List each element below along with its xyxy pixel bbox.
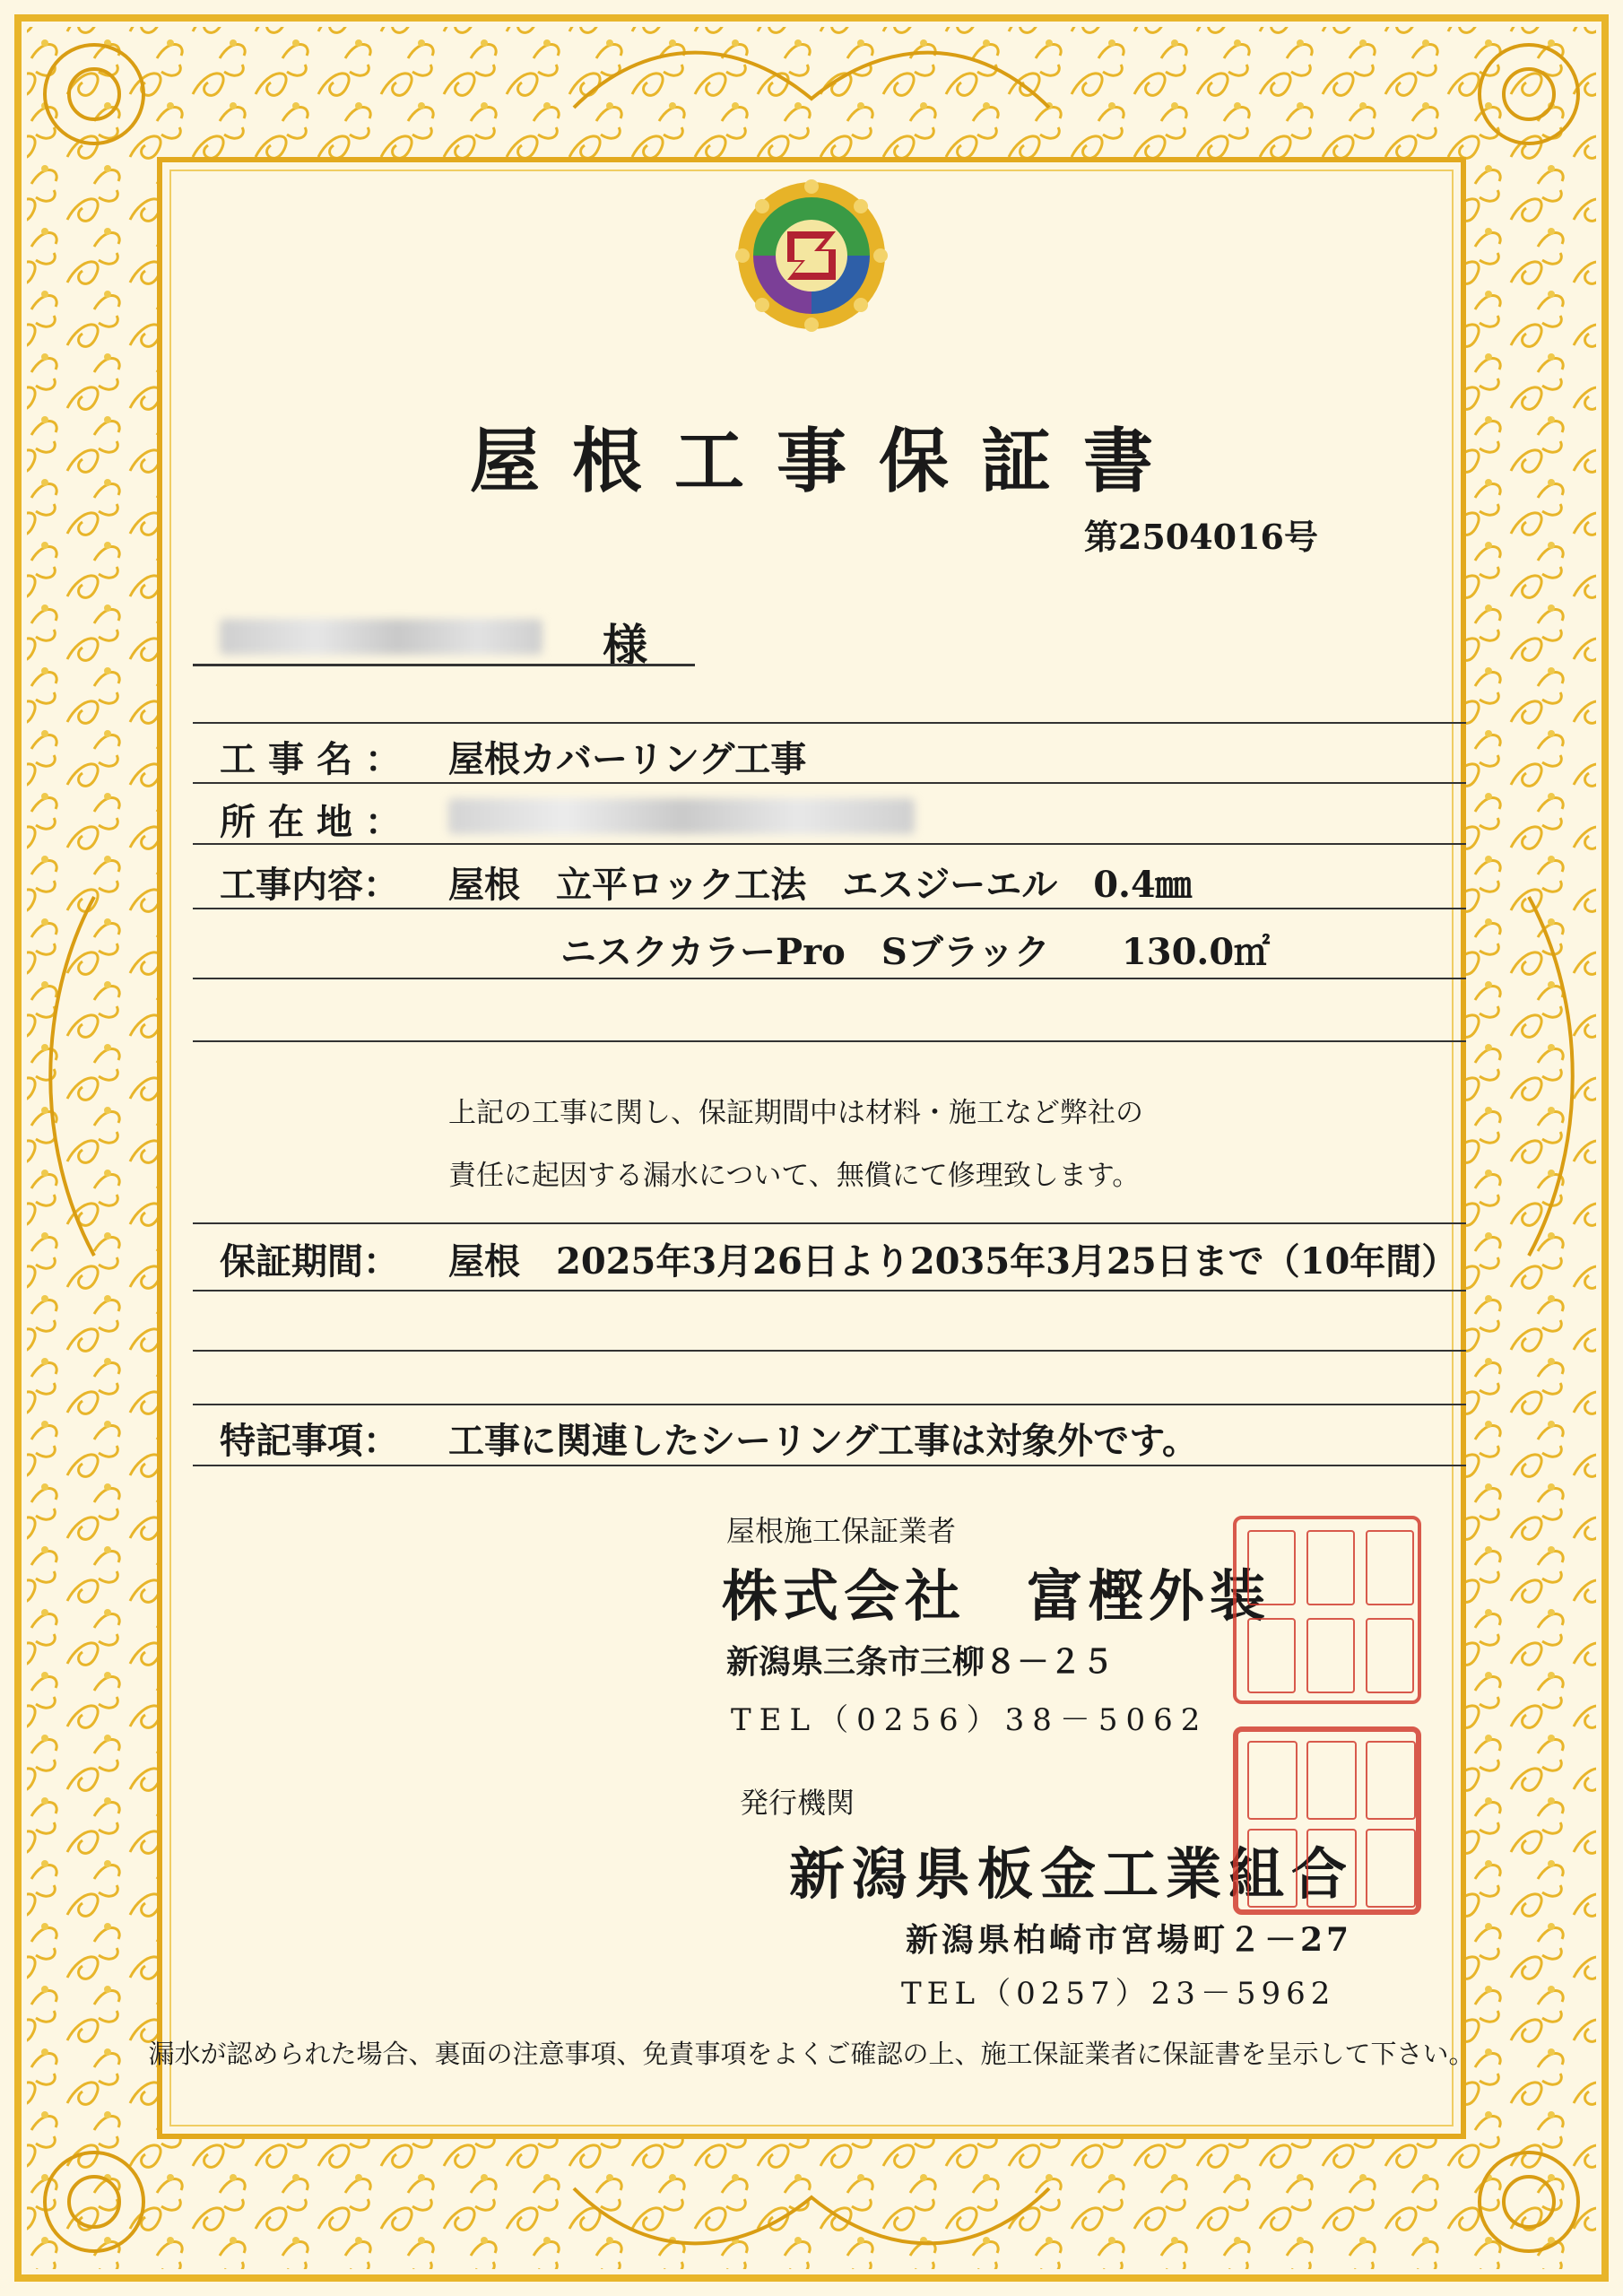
contractor-name: 株式会社 富樫外装 bbox=[722, 1563, 1271, 1629]
rule-line bbox=[193, 782, 1466, 784]
contractor-tel: TEL（0256）38－5062 bbox=[731, 1702, 1209, 1738]
location-label: 所在地： bbox=[220, 801, 413, 843]
work-content-label: 工事内容： bbox=[220, 864, 399, 906]
statement-line2: 責任に起因する漏水について、無償にて修理致します。 bbox=[448, 1160, 1141, 1192]
rule-line bbox=[193, 1404, 1466, 1405]
issuer-role: 発行機関 bbox=[740, 1786, 855, 1820]
location-value-redacted bbox=[448, 798, 915, 834]
contractor-role: 屋根施工保証業者 bbox=[726, 1514, 957, 1548]
issuer-association-seal bbox=[1233, 1726, 1421, 1915]
warranty-period-label: 保証期間： bbox=[220, 1240, 399, 1283]
rule-line bbox=[193, 978, 1466, 979]
issuer-address: 新潟県柏崎市宮場町２－27 bbox=[906, 1921, 1353, 1959]
recipient-name-redacted bbox=[220, 619, 542, 655]
work-name-label: 工事名： bbox=[220, 738, 413, 780]
warranty-period-value: 屋根 2025年3月26日より2035年3月25日まで（10年間） bbox=[448, 1240, 1458, 1283]
rule-line bbox=[193, 1290, 1466, 1292]
recipient-honorific: 様 bbox=[603, 619, 647, 672]
special-notes-value: 工事に関連したシーリング工事は対象外です。 bbox=[448, 1420, 1198, 1462]
work-content-line1: 屋根 立平ロック工法 エスジーエル 0.4㎜ bbox=[448, 864, 1192, 906]
recipient-underline bbox=[193, 664, 695, 666]
issuer-tel: TEL（0257）23－5962 bbox=[901, 1976, 1336, 2012]
rule-line bbox=[193, 1350, 1466, 1352]
work-content-line2: ニスクカラーPro Sブラック 130.0㎡ bbox=[560, 931, 1271, 973]
rule-line bbox=[193, 908, 1466, 909]
rule-line bbox=[193, 843, 1466, 845]
contractor-address: 新潟県三条市三柳８－２５ bbox=[726, 1643, 1115, 1681]
document-title: 屋根工事保証書 bbox=[469, 421, 1185, 502]
rule-line bbox=[193, 1222, 1466, 1224]
rule-line bbox=[193, 1040, 1466, 1042]
issuer-name: 新潟県板金工業組合 bbox=[789, 1841, 1355, 1907]
association-emblem-logo bbox=[735, 179, 888, 332]
footer-note: 漏水が認められた場合、裏面の注意事項、免責事項をよくご確認の上、施工保証業者に保証書を呈示して下さい。 bbox=[148, 2039, 1475, 2069]
work-name-value: 屋根カバーリング工事 bbox=[448, 738, 807, 780]
certificate-number: 第2504016号 bbox=[1083, 517, 1318, 557]
statement-line1: 上記の工事に関し、保証期間中は材料・施工など弊社の bbox=[448, 1097, 1143, 1129]
rule-line bbox=[193, 1465, 1466, 1466]
rule-line bbox=[193, 722, 1466, 724]
special-notes-label: 特記事項： bbox=[220, 1420, 399, 1462]
contractor-company-seal bbox=[1233, 1516, 1421, 1704]
